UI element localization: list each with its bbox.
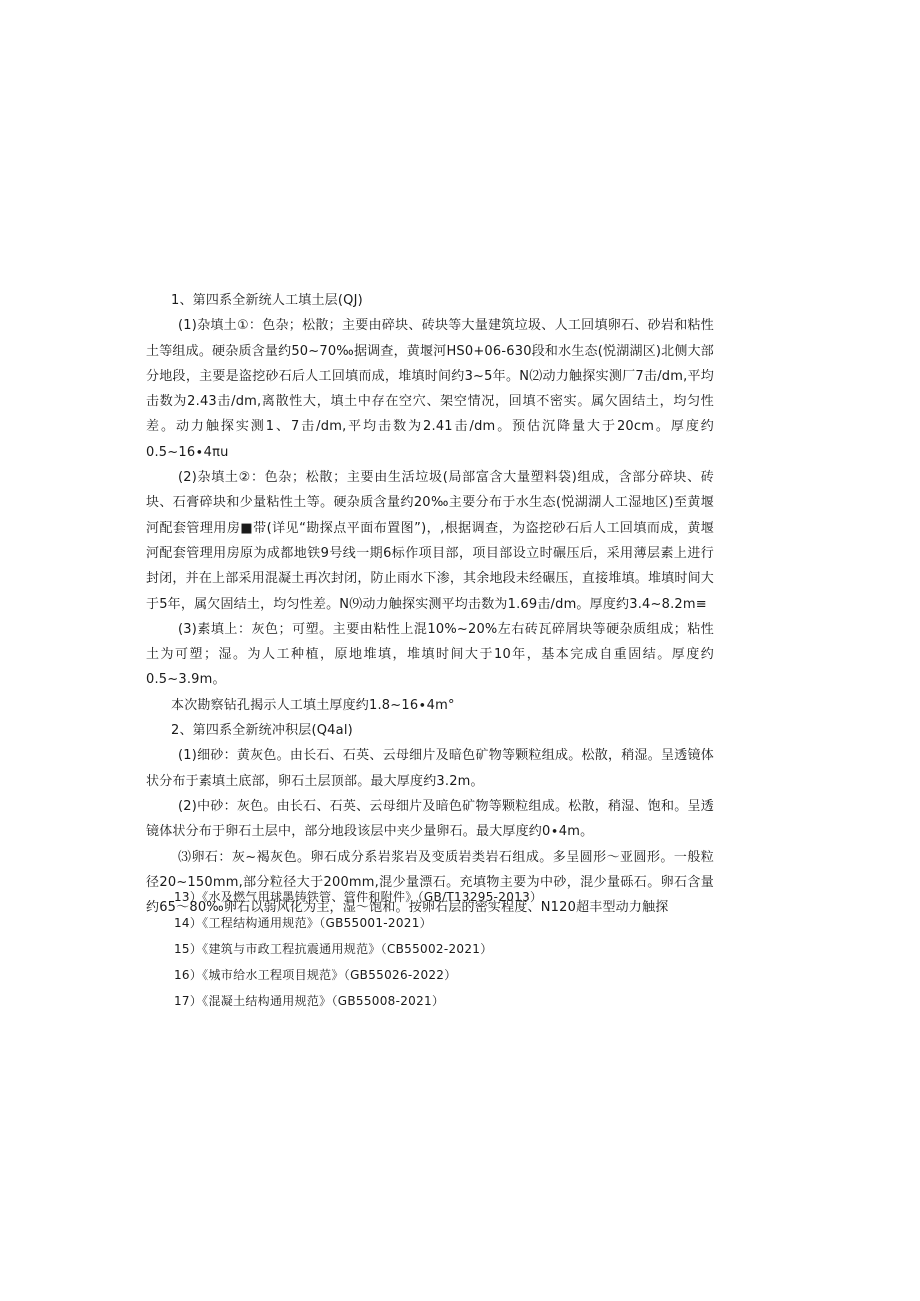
section-1-paragraph-2: (2)杂填土②：色杂；松散；主要由生活垃圾(局部富含大量塑料袋)组成，含部分碎块、砖块、石膏碎块和少量粘性土等。硬杂质含量约20‰主要分布于水生态(悦湖湖人工湿地区)至黄堰河配套管理用房■带(详见“勘探点平面布置图”)，,根据调查，为盗挖砂石后人工回填而成，黄堰河配套管理用房原为成都地铁9号线一期6标作项目部，项目部设立时碾压后，采用薄层素上进行封闭，并在上部采用混凝土再次封闭，防止雨水下渗，其余地段未经碾压，直接堆填。堆填时间大于5年，属欠固结土，均匀性差。N⑼动力触探实测平均击数为1.69击/dm。厚度约3.4~8.2m≡: [146, 470, 714, 612]
document-body: [146, 288, 714, 920]
section-2-heading: 2、第四系全新统冲积层(Q4al): [171, 723, 353, 739]
reference-item: 13）《水及燃气用球墨铸铁管、管件和附件》（GB/T13295-2013）: [174, 890, 543, 904]
section-1-paragraph-1: (1)杂填土①：色杂；松散；主要由碎块、砖块等大量建筑垃圾、人工回填卵石、砂岩和粘性土等组成。硬杂质含量约50~70‰据调查，黄堰河HS0+06-630段和水生态(悦湖湖区)北侧大部分地段，主要是盗挖砂石后人工回填而成，堆填时间约3~5年。N⑵动力触探实测厂7击/dm,平均击数为2.43击/dm,离散性大，填土中存在空穴、架空情况，回填不密实。属欠固结土，均匀性差。动力触探实测1、7击/dm,平均击数为2.41击/dm。预估沉降量大于20cm。厚度约0.5~16∙4πu: [146, 318, 714, 460]
reference-item: 15）《建筑与市政工程抗震通用规范》（CB55002-2021）: [174, 942, 493, 956]
reference-item: 17）《混凝土结构通用规范》（GB55008-2021）: [174, 994, 445, 1008]
section-1-summary: 本次勘察钻孔揭示人工填土厚度约1.8~16∙4m°: [171, 697, 455, 713]
section-2-paragraph-2: (2)中砂：灰色。由长石、石英、云母细片及暗色矿物等颗粒组成。松散，稍湿、饱和。呈透镜体状分布于卵石土层中，部分地段该层中夹少量卵石。最大厚度约0∙4m。: [146, 798, 714, 840]
section-1-paragraph-3: (3)素填上：灰色；可塑。主要由粘性上混10%~20%左右砖瓦碎屑块等硬杂质组成；粘性土为可塑；湿。为人工种植，原地堆填，堆填时间大于10年，基本完成自重固结。厚度约0.5~3.9m。: [146, 621, 714, 688]
reference-item: 16）《城市给水工程项目规范》（GB55026-2022）: [174, 968, 457, 982]
section-2-paragraph-1: (1)细砂：黄灰色。由长石、石英、云母细片及暗色矿物等颗粒组成。松散，稍湿。呈透镜体状分布于素填土底部，卵石土层顶部。最大厚度约3.2m。: [146, 748, 714, 789]
reference-item: 14）《工程结构通用规范》（GB55001-2021）: [174, 916, 432, 930]
section-2-paragraph-3: ⑶卵石：灰~褐灰色。卵石成分系岩浆岩及变质岩类岩石组成。多呈圆形～亚圆形。一般粒径20~150mm,部分粒径大于200mm,混少量漂石。充填物主要为中砂，混少量砾石。卵石含量约65～80‰卵石以弱风化为主，湿～饱和。按卵石层的密实程度、N120超丰型动力触探: [146, 849, 714, 916]
section-1-heading: 1、第四系全新统人工填土层(QJ): [171, 293, 363, 308]
reference-list: [174, 884, 714, 1014]
